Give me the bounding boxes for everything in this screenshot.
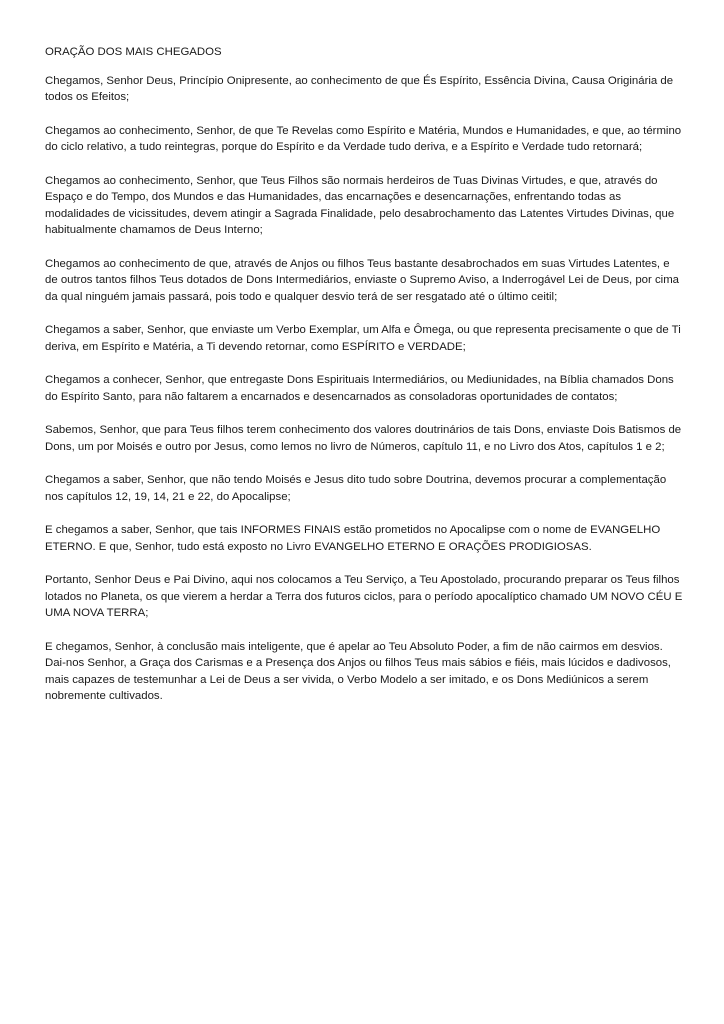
- paragraph-8: Chegamos a saber, Senhor, que não tendo Moisés e Jesus dito tudo sobre Doutrina, devemos procurar a complementação nos capítulos 12, 19, 14, 21 e 22, do Apocalipse;: [45, 474, 667, 503]
- paragraph-3: Chegamos ao conhecimento, Senhor, que Teus Filhos são normais herdeiros de Tuas Divinas Virtudes, e que, através do Espaço e do Tempo, dos Mundos e das Humanidades, das encarnações e desencarnações, enfrentando todas as modalidades de vicissitudes, devem atingir a Sagrada Finalidade, pelo desabrochamento das Latentes Virtudes Divinas, que habitualmente chamamos de Deus Interno;: [45, 174, 675, 236]
- paragraph-2: Chegamos ao conhecimento, Senhor, de que Te Revelas como Espírito e Matéria, Mundos e Humanidades, e que, ao término do ciclo relativo, a tudo reintegras, porque do Espírito e da Verdade tudo deriva, e a Espírito e Verdade tudo retornará;: [45, 124, 682, 153]
- paragraph-9: E chegamos a saber, Senhor, que tais INFORMES FINAIS estão prometidos no Apocalipse com o nome de EVANGELHO ETERNO. E que, Senhor, tudo está exposto no Livro EVANGELHO ETERNO E ORAÇÕES PRODIGIOSAS.: [45, 524, 661, 553]
- paragraph-6: Chegamos a conhecer, Senhor, que entregaste Dons Espirituais Intermediários, ou Mediunidades, na Bíblia chamados Dons do Espírito Santo, para não faltarem a encarnados e desencarnados as consoladoras oportunidades de contatos;: [45, 374, 674, 403]
- paragraph-11: E chegamos, Senhor, à conclusão mais inteligente, que é apelar ao Teu Absoluto Poder, a fim de não cairmos em desvios. Dai-nos Senhor, a Graça dos Carismas e a Presença dos Anjos ou filhos Teus mais sábios e fiéis, mais lúcidos e dadivosos, mais capazes de testemunhar a Lei de Deus a ser vivida, o Verbo Modelo a ser imitado, e os Dons Mediúnicos a serem nobremente cultivados.: [45, 640, 671, 702]
- document-body: [45, 44, 685, 722]
- paragraph-7: Sabemos, Senhor, que para Teus filhos terem conhecimento dos valores doutrinários de tais Dons, enviaste Dois Batismos de Dons, um por Moisés e outro por Jesus, como lemos no livro de Números, capítulo 11, e no Livro dos Atos, capítulos 1 e 2;: [45, 424, 682, 453]
- paragraph-1: Chegamos, Senhor Deus, Princípio Onipresente, ao conhecimento de que És Espírito, Essência Divina, Causa Originária de todos os Efeitos;: [45, 74, 674, 103]
- document-title: ORAÇÃO DOS MAIS CHEGADOS: [45, 46, 222, 58]
- paragraph-5: Chegamos a saber, Senhor, que enviaste um Verbo Exemplar, um Alfa e Ômega, ou que representa precisamente o que de Ti deriva, em Espírito e Matéria, a Ti devendo retornar, como ESPÍRITO e VERDADE;: [45, 324, 681, 353]
- paragraph-10: Portanto, Senhor Deus e Pai Divino, aqui nos colocamos a Teu Serviço, a Teu Apostolado, procurando preparar os Teus filhos lotados no Planeta, os que vierem a herdar a Terra dos futuros ciclos, para o período apocalíptico chamado UM NOVO CÉU E UMA NOVA TERRA;: [45, 574, 683, 619]
- paragraph-4: Chegamos ao conhecimento de que, através de Anjos ou filhos Teus bastante desabrochados em suas Virtudes Latentes, e de outros tantos filhos Teus dotados de Dons Intermediários, enviaste o Supremo Aviso, a Inderrogável Lei de Deus, por cima da qual ninguém jamais passará, pois todo e qualquer desvio terá de ser resgatado até o último ceitil;: [45, 257, 680, 303]
